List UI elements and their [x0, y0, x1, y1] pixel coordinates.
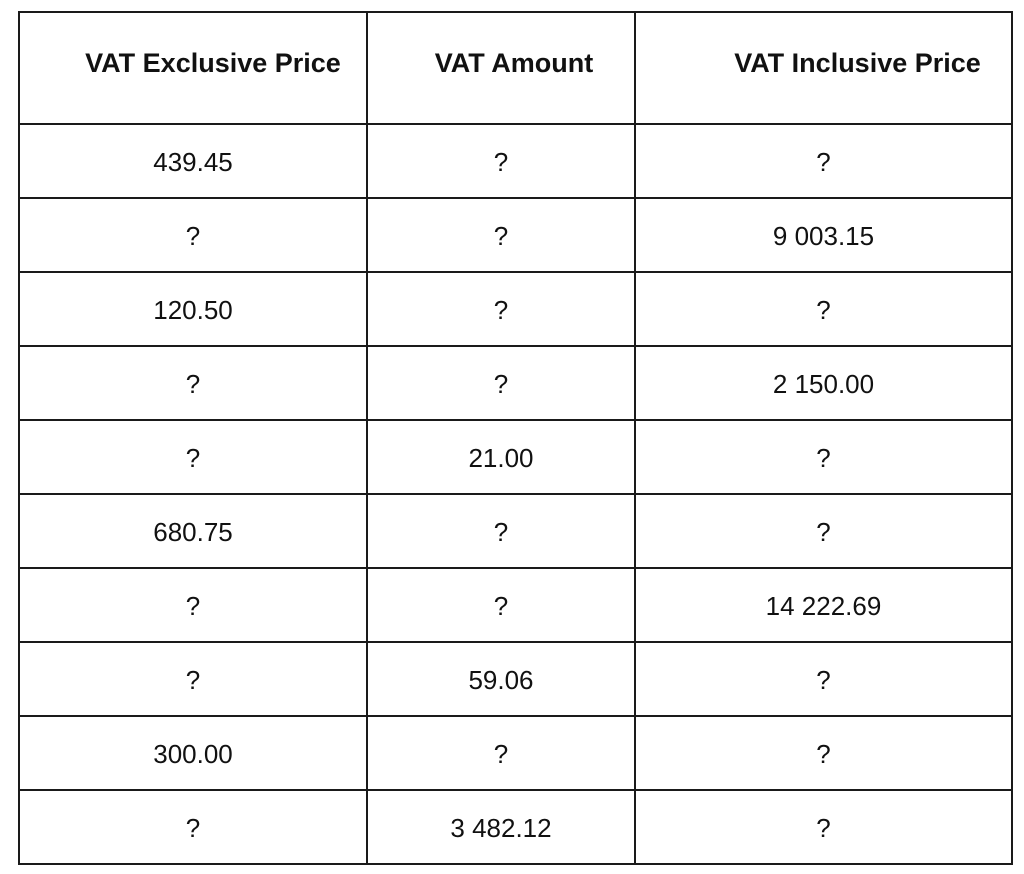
cell-value: 120.50: [153, 294, 233, 325]
cell-vat-exclusive-price: [19, 346, 367, 420]
cell-vat-inclusive-price: [635, 494, 1012, 568]
cell-vat-amount: [367, 198, 635, 272]
cell-vat-inclusive-price: [635, 568, 1012, 642]
cell-value: ?: [185, 442, 201, 473]
cell-value: 680.75: [153, 516, 233, 547]
cell-value: 2 150.00: [772, 368, 875, 399]
cell-vat-exclusive-price: [19, 494, 367, 568]
cell-vat-inclusive-price: [635, 198, 1012, 272]
cell-vat-exclusive-price: [19, 790, 367, 864]
table-row: [19, 124, 1012, 198]
cell-vat-amount: [367, 272, 635, 346]
cell-value: 9 003.15: [772, 220, 875, 251]
cell-vat-amount: [367, 124, 635, 198]
cell-value: ?: [493, 738, 509, 769]
table-header-row: [19, 12, 1012, 124]
cell-value: ?: [493, 516, 509, 547]
cell-vat-inclusive-price: [635, 124, 1012, 198]
table-row: [19, 716, 1012, 790]
vat-table: [18, 11, 1013, 865]
cell-vat-inclusive-price: [635, 346, 1012, 420]
cell-vat-inclusive-price: [635, 716, 1012, 790]
header-label: VAT Inclusive Price: [734, 48, 981, 78]
cell-value: ?: [816, 146, 831, 177]
cell-vat-exclusive-price: [19, 568, 367, 642]
cell-vat-exclusive-price: [19, 420, 367, 494]
cell-vat-exclusive-price: [19, 198, 367, 272]
cell-vat-amount: [367, 494, 635, 568]
cell-vat-amount: [367, 420, 635, 494]
cell-value: ?: [816, 812, 831, 843]
cell-value: ?: [185, 590, 201, 621]
header-vat-amount: [367, 12, 635, 124]
table-row: [19, 420, 1012, 494]
cell-value: ?: [185, 220, 201, 251]
cell-value: ?: [185, 812, 201, 843]
header-label: VAT Amount: [434, 48, 594, 78]
table-row: [19, 198, 1012, 272]
cell-vat-inclusive-price: [635, 642, 1012, 716]
cell-vat-amount: [367, 642, 635, 716]
cell-value: ?: [493, 146, 509, 177]
cell-value: ?: [816, 664, 831, 695]
table-row: [19, 568, 1012, 642]
cell-value: 14 222.69: [765, 590, 882, 621]
cell-vat-exclusive-price: [19, 272, 367, 346]
cell-vat-amount: [367, 716, 635, 790]
header-vat-inclusive-price: [635, 12, 1012, 124]
cell-vat-amount: [367, 568, 635, 642]
cell-value: ?: [493, 590, 509, 621]
cell-vat-amount: [367, 346, 635, 420]
cell-vat-inclusive-price: [635, 790, 1012, 864]
cell-vat-inclusive-price: [635, 420, 1012, 494]
cell-value: ?: [185, 368, 201, 399]
cell-value: ?: [185, 664, 201, 695]
header-vat-exclusive-price: [19, 12, 367, 124]
cell-value: 21.00: [468, 442, 534, 473]
cell-vat-amount: [367, 790, 635, 864]
cell-value: ?: [816, 516, 831, 547]
cell-value: ?: [493, 220, 509, 251]
cell-value: ?: [816, 442, 831, 473]
table-row: [19, 346, 1012, 420]
table-row: [19, 642, 1012, 716]
table-row: [19, 790, 1012, 864]
cell-value: 3 482.12: [450, 812, 552, 843]
cell-vat-inclusive-price: [635, 272, 1012, 346]
cell-vat-exclusive-price: [19, 716, 367, 790]
cell-vat-exclusive-price: [19, 642, 367, 716]
cell-vat-exclusive-price: [19, 124, 367, 198]
cell-value: ?: [816, 738, 831, 769]
table-row: [19, 272, 1012, 346]
cell-value: 439.45: [153, 146, 233, 177]
cell-value: ?: [493, 368, 509, 399]
header-label: VAT Exclusive Price: [85, 48, 341, 78]
cell-value: ?: [816, 294, 831, 325]
cell-value: ?: [493, 294, 509, 325]
cell-value: 300.00: [153, 738, 233, 769]
cell-value: 59.06: [468, 664, 534, 695]
table-row: [19, 494, 1012, 568]
